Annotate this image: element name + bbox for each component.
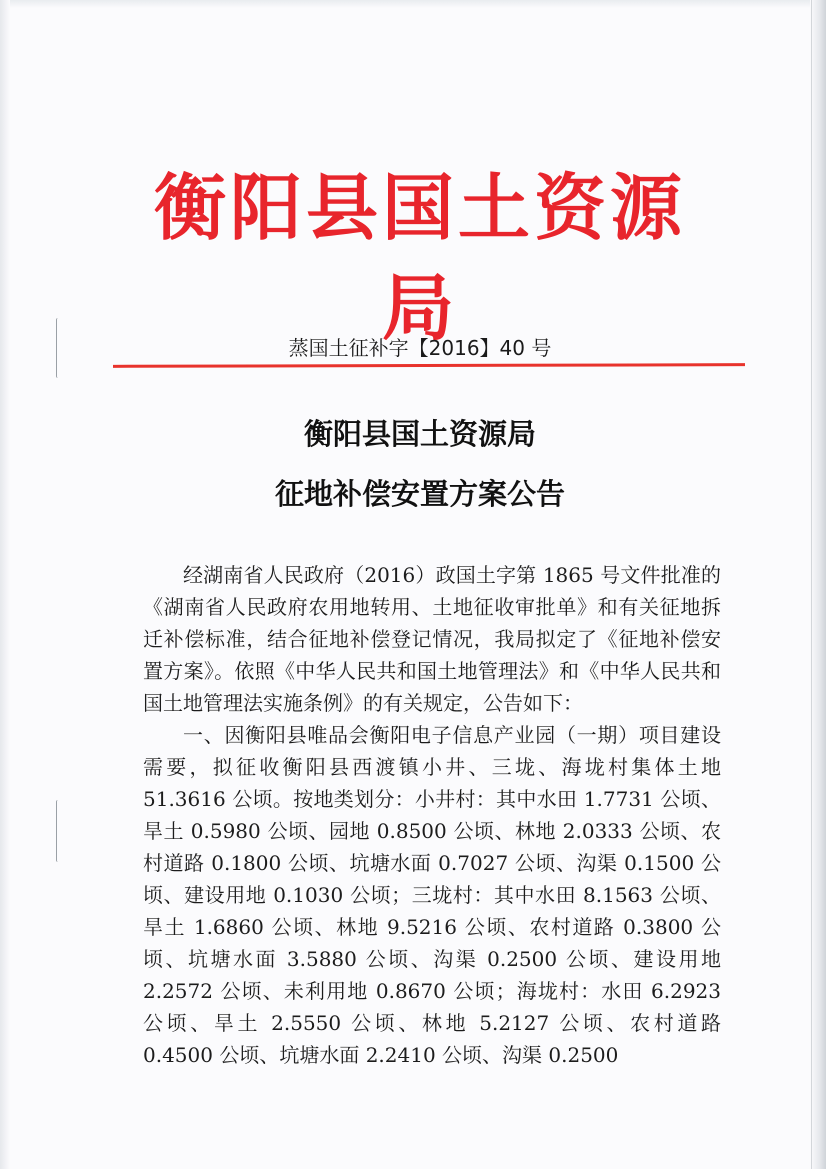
body-paragraph-intro: 经湖南省人民政府（2016）政国土字第 1865 号文件批准的《湖南省人民政府农用地转用、土地征收审批单》和有关征地拆迁补偿标准，结合征地补偿登记情况，我局拟定了《征地补偿安置方案》。依照《中华人民共和国土地管理法》和《中华人民共和国土地管理法实施条例》的有关规定，公告如下： (143, 563, 721, 715)
document-number: 蒸国土征补字【2016】40 号 (288, 336, 552, 360)
scan-edge-right (810, 0, 826, 1169)
body-paragraph-item-1: 一、因衡阳县唯品会衡阳电子信息产业园（一期）项目建设需要，拟征收衡阳县西渡镇小井、三垅、海垅村集体土地 51.3616 公顷。按地类划分：小井村：其中水田 1.7731 公顷、旱土 0.5980 公顷、园地 0.8500 公顷、林地 2.0333 公顷、农村道路 0.1800 公顷、坑塘水面 0.7027 公顷、沟渠 0.1500 公顷、建设用地 0.1030 公顷；三垅村：其中水田 8.1563 公顷、旱土 1.6860 公顷、林地 9.5216 公顷、农村道路 0.3800 公顷、坑塘水面 3.5880 公顷、沟渠 0.2500 公顷、建设用地 2.2572 公顷、未利用地 0.8670 公顷；海垅村：水田 6.2923 公顷、旱土 2.5550 公顷、林地 5.2127 公顷、农村道路 0.4500 公顷、坑塘水面 2.2410 公顷、沟渠 0.2500 (143, 723, 721, 1067)
binding-staple-bottom (56, 800, 60, 862)
scan-edge-top (0, 0, 826, 8)
notice-body (143, 559, 721, 1071)
page-fold-line (811, 0, 812, 1169)
red-divider-line (113, 363, 745, 368)
agency-masthead: 衡阳县国土资源局 (153, 165, 686, 350)
scan-edge-left (0, 0, 10, 1169)
binding-staple-top (56, 318, 60, 378)
notice-title-subject: 征地补偿安置方案公告 (274, 477, 565, 511)
notice-title-agency: 衡阳县国土资源局 (303, 417, 536, 451)
